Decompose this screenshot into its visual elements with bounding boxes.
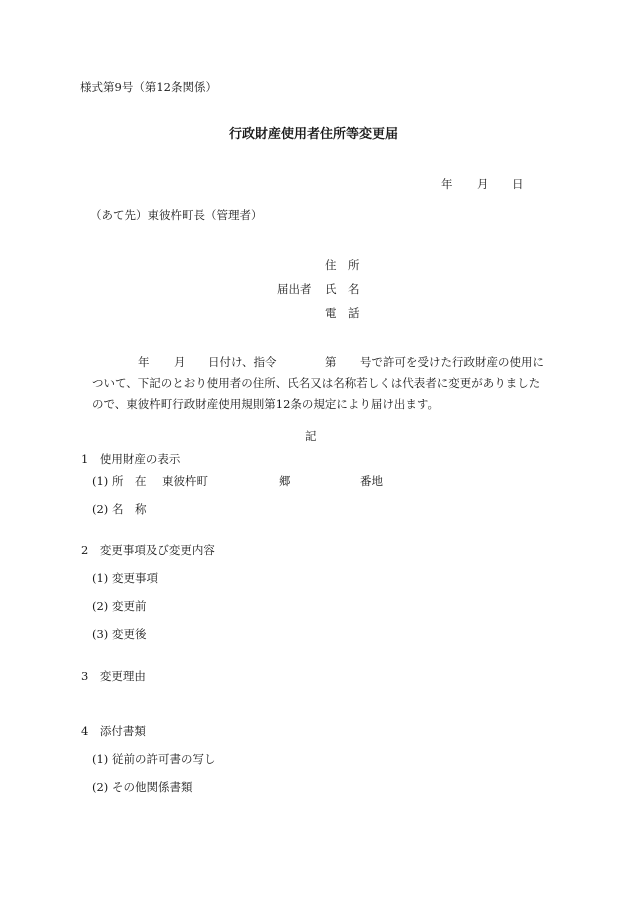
- applicant-group-label: 届出者: [277, 282, 312, 296]
- phone-label: 電 話: [325, 306, 360, 320]
- body-line1-day-dated: 日付け、指令: [208, 355, 277, 369]
- body-line1-rest: 号で許可を受けた行政財産の使用に: [360, 355, 544, 369]
- body-line2: ついて、下記のとおり使用者の住所、氏名又は名称若しくは代表者に変更がありました: [92, 376, 541, 390]
- form-number: 様式第9号（第12条関係）: [80, 80, 217, 94]
- section2-item1: (1) 変更事項: [92, 571, 158, 585]
- addressee: （あて先）東彼杵町長（管理者）: [90, 208, 263, 222]
- page-title: 行政財産使用者住所等変更届: [229, 127, 399, 142]
- section4-item1: (1) 従前の許可書の写し: [92, 752, 216, 766]
- date-year: 年: [441, 177, 453, 191]
- section2-item2: (2) 変更前: [92, 599, 147, 613]
- body-line1-year: 年: [138, 355, 150, 369]
- section1-lot: 番地: [360, 474, 383, 488]
- section2-heading: 2 変更事項及び変更内容: [81, 543, 215, 557]
- section1-town: 東彼杵町: [162, 474, 208, 488]
- section4-item2: (2) その他関係書類: [92, 780, 193, 794]
- section2-item3: (3) 変更後: [92, 627, 147, 641]
- section1-location-label: (1) 所 在: [92, 474, 147, 488]
- date-day: 日: [512, 177, 524, 191]
- section1-district: 郷: [279, 474, 291, 488]
- name-label: 氏 名: [325, 282, 360, 296]
- ki-label: 記: [305, 429, 317, 443]
- section3-heading: 3 変更理由: [81, 669, 146, 683]
- body-line1-no-prefix: 第: [325, 355, 337, 369]
- body-line1-month: 月: [174, 355, 186, 369]
- section1-heading: 1 使用財産の表示: [81, 452, 181, 466]
- section1-name-label: (2) 名 称: [92, 502, 147, 516]
- address-label: 住 所: [325, 258, 360, 272]
- date-month: 月: [477, 177, 489, 191]
- section4-heading: 4 添付書類: [81, 724, 146, 738]
- body-line3: ので、東彼杵町行政財産使用規則第12条の規定により届け出ます。: [92, 397, 439, 411]
